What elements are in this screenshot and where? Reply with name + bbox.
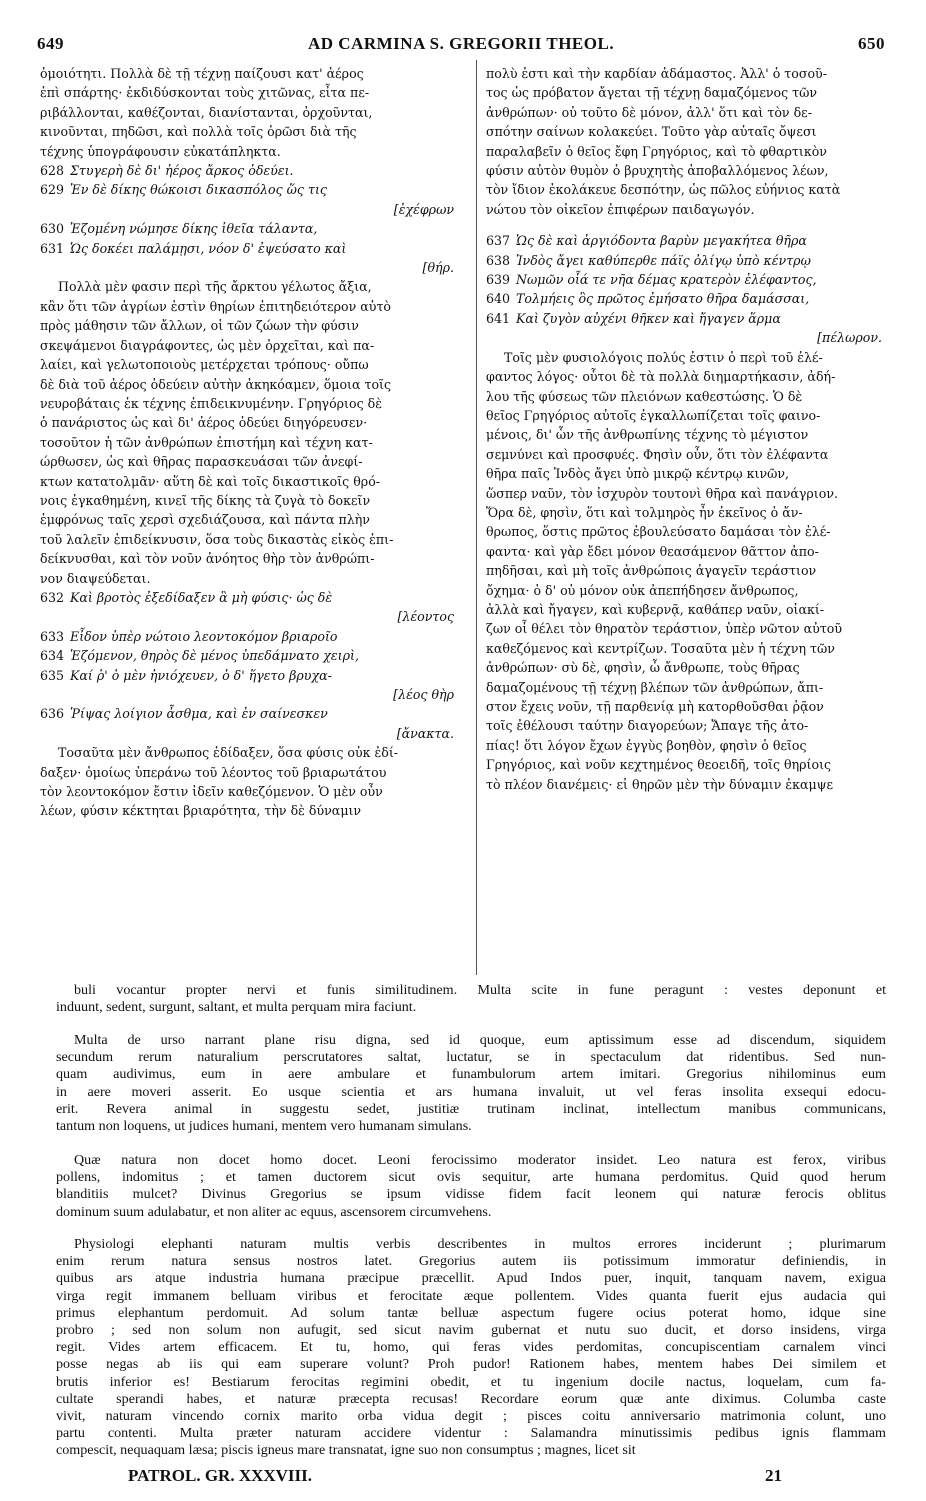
latin-line: blanditiis mulcet? Divinus Gregorius se ipsum vidisse fidem facit leonem qui naturæ ferocis oblitus <box>56 1186 886 1203</box>
latin-paragraph-ursus <box>56 1032 886 1135</box>
text-line: τὸν λεοντοκόμον ἔστιν ἰδεῖν καθεζόμενον. Ὁ μὲν οὖν <box>40 784 383 800</box>
text-line: ἀνθρώπων· σὺ δὲ, φησὶν, ὦ ἄνθρωπε, τοὺς θῆρας <box>486 660 800 676</box>
verse-line <box>40 666 468 685</box>
text-line: δαμαζομένους τῇ τέχνῃ βλέπων τῶν ἀνθρώπων, ἄπι- <box>486 679 824 695</box>
text-line: δαξεν· ὁμοίως ὑπεράνω τοῦ λέοντος τοῦ βριαρωτάτου <box>40 764 387 780</box>
verse-number: 634 <box>40 648 65 664</box>
latin-line: Physiologi elephanti naturam multis verbis describentes in multos errores inciderunt ; plurimarum <box>74 1236 886 1252</box>
sheet-number: 21 <box>765 1466 782 1485</box>
verse-number: 637 <box>486 233 511 249</box>
text-line: νώτου τὸν οἰκεῖον ἐπιφέρων παιδαγωγόν. <box>486 201 755 217</box>
latin-paragraph-funambuli <box>56 982 886 1016</box>
text-line: πολὺ ἐστι καὶ τὴν καρδίαν ἀδάμαστος. Ἀλλ' ὁ τοσοῦ- <box>486 66 827 81</box>
text-line: πίας! ὅτι λόγον ἔχων ἐγγὺς βοηθὸν, φησὶν ὁ θεῖος <box>486 737 807 753</box>
verse-text: Ἐν δὲ δίκης θώκοισι δικασπόλος ὥς τις <box>70 182 327 198</box>
text-line: Ὅρα δὲ, φησὶν, ὅτι καὶ τολμηρὸς ἦν ἐκεῖνος ὁ ἄν- <box>486 504 803 520</box>
greek-column-right <box>486 64 896 794</box>
verse-line <box>486 309 896 328</box>
text-line: Γρηγόριος, καὶ νοῦν κεχτημένος θεοειδῆ, τοῖς θηρίοις <box>486 757 832 773</box>
text-line: νευροβάταις ἐκ τέχνης ἐπιδεικνυμένην. Γρηγόριος δὲ <box>40 395 382 411</box>
verse-number: 628 <box>40 163 65 179</box>
verse-number: 638 <box>486 252 511 268</box>
verse-number: 641 <box>486 310 511 326</box>
text-line: ἀλλὰ καὶ ἤγαγεν, καὶ κυβερνᾷ, καθάπερ ναῦν, οἰακί- <box>486 601 825 617</box>
verse-line <box>40 180 468 199</box>
verse-line <box>40 588 468 607</box>
latin-line: posse negas ab iis qui eam superare volunt? Proh pudor! Rationem habes, mentem habes Dei similem et <box>56 1356 886 1373</box>
text-line: κτων κατατολμᾶν· αὕτη δὲ καὶ τοῖς δικαστικοῖς θρό- <box>40 473 381 489</box>
verse-number: 633 <box>40 628 65 644</box>
text-line: τοῦ λαλεῖν ἐπιδείκνυσιν, ὅσα τοὺς δικαστὰς εἰκὸς ἐπι- <box>40 531 394 547</box>
verse-line <box>486 251 896 270</box>
text-line: θρωπος, ὅστις πρῶτος ἐβουλεύσατο δαμάσαι τὸν ἐλέ- <box>486 524 831 540</box>
verse-number: 639 <box>486 272 511 288</box>
verse-number: 629 <box>40 182 65 198</box>
text-line: ζων οἷ θέλει τὸν θηρατὸν τεράστιον, ὑπὲρ νῶτον αὐτοῦ <box>486 621 843 637</box>
verse-text: Ὡς δοκέει παλάμῃσι, νόον δ' ἐψεύσατο καὶ <box>70 240 347 256</box>
latin-line: quam audivimus, eum in aere ambulare et funambulorum artem imitari. Gregorius nihilominus eum <box>56 1066 886 1083</box>
verse-text: Εἶδον ὑπὲρ νώτοιο λεοντοκόμον βριαροῖο <box>70 628 338 644</box>
latin-line: partu contenti. Multa præter naturam accidere videntur : Salamandra minutissimis pedibus ignis flammam <box>56 1425 886 1442</box>
text-line: στον ἔχεις νοῦν, τῇ παρθενίᾳ μὴ κατορθοῦσθαι ῥᾷον <box>486 699 824 714</box>
text-line: πρὸς μάθησιν τῶν ἄλλων, οἱ τῶν ζώων τὴν φύσιν <box>40 318 359 334</box>
verse-line <box>40 161 468 180</box>
latin-line: dominum suum adulabatur, et non aliter ac equus, ascensorem circumvehens. <box>56 1203 492 1220</box>
verse-continuation: [λέος θὴρ <box>393 687 454 702</box>
latin-line: erit. Revera animal in suggestu sedet, justitiæ trutinam inclinat, intellectum manibus communicans, <box>56 1100 886 1117</box>
latin-line: Quæ natura non docet homo docet. Leoni ferocissimo moderator insidet. Leo natura est ferox, viribus <box>74 1152 886 1168</box>
text-line: τοῖς ἐθέλουσι ταύτην διαγορεύων; Ἄπαγε τῆς ἀτο- <box>486 718 809 734</box>
verse-line <box>40 646 468 665</box>
latin-line: buli vocantur propter nervi et funis similitudinem. Multa scite in fune peragunt : vestes deponunt et <box>74 982 886 998</box>
greek-column-left <box>40 64 468 821</box>
verse-number: 630 <box>40 221 65 237</box>
latin-line: secundum rerum naturalium perscrutatores saltat, luctatur, se in spectaculum dat ridentibus. Sed nun- <box>56 1049 886 1066</box>
text-line: ριβάλλονται, καθέζονται, διανίστανται, ὀρχοῦνται, <box>40 104 373 120</box>
latin-line: enim rerum natura sensus nostros latet. Gregorius autem iis potissimum immoratur definiendis, in <box>56 1253 886 1270</box>
text-line: σπότην σαίνων κολακεύει. Τοῦτο γὰρ αὐταῖς ὄψεσι <box>486 124 817 140</box>
text-line: τὸ πλέον διανέμεις· εἰ θηρῶν μὲν τὴν δύναμιν ἐκαμψε <box>486 776 834 792</box>
text-line: ἀνθρώπων· οὐ τοῦτο δὲ μόνον, ἀλλ' ὅτι καὶ τὸν δε- <box>486 104 812 120</box>
series-signature: PATROL. GR. XXXVIII. <box>128 1466 313 1485</box>
text-line: τὸν ἴδιον ἐκολάκευε δεσπότην, ὡς πῶλος εὐήνιος κατὰ <box>486 182 841 198</box>
verse-line <box>486 289 896 308</box>
text-line: ἐμφρόνως ταῖς χερσὶ σχεδιάζουσα, καὶ πάντα πλὴν <box>40 512 370 528</box>
latin-line: virga regit immanem belluam viribus et ferocitate æque pollentem. Vides quanta fuerit ejus audacia qui <box>56 1287 886 1304</box>
running-title: AD CARMINA S. GREGORII THEOL. <box>308 34 615 53</box>
verse-text: Νωμῶν οἷά τε νῆα δέμας κρατερὸν ἐλέφαντος, <box>516 272 817 288</box>
latin-line: in aere moveri asserit. Eo usque scientia et ars humana invaluit, ut vel feras insolita exsequi edocu- <box>56 1083 886 1100</box>
text-line: καθεζόμενος καὶ κεντρίζων. Τοσαῦτα μὲν ἡ τέχνη τῶν <box>486 640 835 656</box>
text-line: μένοις, δι' ὧν τῆς ἀνθρωπίνης τέχνης τὸ μέγιστον <box>486 427 809 443</box>
latin-line: quibus ars atque industria humana præcipue præcellit. Apud Indos puer, inquit, tanquam navem, exigua <box>56 1270 886 1287</box>
verse-text: Ὡς δὲ καὶ ἀργιόδοντα βαρὺν μεγακήτεα θῆρα <box>516 233 807 249</box>
text-line: ώρθωσεν, ὡς καὶ θῆρας παρασκευάσαι τῶν ἀνεφί- <box>40 454 363 470</box>
text-line: τέχνης ὑπογράφουσιν εὐκατάπληκτα. <box>40 143 281 159</box>
verse-number: 631 <box>40 240 65 256</box>
text-line: Πολλὰ μὲν φασιν περὶ τῆς ἄρκτου γέλωτος ἄξια, <box>58 279 372 295</box>
text-line: παραλαβεῖν ὁ θεῖος ἔφη Γρηγόριος, καὶ τὸ φθαρτικὸν <box>486 143 827 159</box>
latin-line: regit. Vides artem efficacem. Et tu, homo, qui feras vides perdomitas, concupiscentiam carnalem vinci <box>56 1339 886 1356</box>
verse-line <box>40 627 468 646</box>
latin-paragraph-leo <box>56 1152 886 1221</box>
verse-text: Καί ῥ' ὁ μὲν ἠνιόχευεν, ὁ δ' ἥγετο βρυχα- <box>70 667 332 683</box>
text-line: ὄχημα· ὁ δ' οὐ μόνον οὐκ ἀπεπήδησεν ἄνθρωπος, <box>486 582 799 598</box>
latin-line: cultate sperandi habes, et naturæ præcepta recusas! Recordare eorum quæ ante diximus. Columba caste <box>56 1390 886 1407</box>
latin-line: brutis inferior es! Bestiarum ferocitas regimini obedit, et tu ingenium docile nactus, loquelam, cum fa- <box>56 1373 886 1390</box>
verse-number: 635 <box>40 667 65 683</box>
page-number-left: 649 <box>37 34 64 53</box>
verse-text: Καὶ ζυγὸν αὐχένι θῆκεν καὶ ἤγαγεν ἅρμα <box>516 310 781 326</box>
verse-number: 640 <box>486 291 511 307</box>
verse-text: Ῥίψας λοίγιον ἆσθμα, καὶ ἐν σαίνεσκεν <box>70 706 328 722</box>
latin-line: primus elephantum perdomuit. Ad solum tantæ belluæ aspectum fugere ocius poterat homo, idque sine <box>56 1304 886 1321</box>
latin-line: induunt, sedent, surgunt, saltant, et multa perquam mira faciunt. <box>56 999 417 1016</box>
latin-line: vivit, naturam vincendo cornix marito orba vidua degit ; pisces coitu anniversario matrimonia colunt, uno <box>56 1408 886 1425</box>
verse-continuation: [πέλωρον. <box>817 330 882 346</box>
verse-text: Ἑζόμενον, θηρὸς δὲ μένος ὑπεδάμνατο χειρὶ, <box>70 648 359 664</box>
text-line: φύσιν αὐτὸν θυμὸν ὁ βρυχητὴς ἀποβαλλόμενος λέων, <box>486 163 829 179</box>
text-line: κἂν ὅτι τῶν ἀγρίων ἐστὶν θηρίων ἐπιτηδειότερον αὐτὸ <box>40 298 391 314</box>
column-divider <box>476 60 477 975</box>
verse-text: Ἑζομένη νώμησε δίκης ἰθεῖα τάλαντα, <box>70 221 318 237</box>
text-line: φαντος λόγος· οὗτοι δὲ τὰ πολλὰ διημαρτήκασιν, ἀδή- <box>486 369 836 385</box>
text-line: λέων, φύσιν κέκτηται βριαρότητα, τὴν δὲ δύναμιν <box>40 803 362 819</box>
text-line: κινοῦνται, πηδῶσι, καὶ πολλὰ τοῖς ὁρῶσι διὰ τῆς <box>40 124 357 140</box>
latin-line: probro ; sed non solum non aufugit, sed sicut navim gubernat et nutu suo ducit, et dorso insidens, virga <box>56 1322 886 1339</box>
text-line: δείκνυσθαι, καὶ τὸν νοῦν ἀνόητος θὴρ τὸν ἀνθρώπι- <box>40 551 375 567</box>
verse-line <box>40 704 468 723</box>
text-line: νοις ἐγκαθημένη, κινεῖ τῆς δίκης τὰ ζυγὰ τὸ δοκεῖν <box>40 492 371 508</box>
verse-number: 636 <box>40 706 65 722</box>
text-line: ὁ πανάριστος ὡς καὶ δι' ἀέρος ὁδεύει διηγόρευσεν· <box>40 415 368 431</box>
text-line: λαίει, καὶ γελωτοποιοὺς μετέρχεται τρόπους· οὔπω <box>40 357 369 373</box>
text-line: τοσοῦτον ἡ τῶν ἀνθρώπων ἐπιστήμη καὶ τέχνη κατ- <box>40 434 373 450</box>
verse-text: Τολμήεις ὃς πρῶτος ἐμήσατο θῆρα δαμάσσαι, <box>516 291 810 307</box>
text-line: Τοσαῦτα μὲν ἄνθρωπος ἐδίδαξεν, ὅσα φύσις οὐκ ἐδί- <box>58 745 399 761</box>
verse-line <box>40 239 468 258</box>
text-line: νον διαψεύδεται. <box>40 570 151 586</box>
text-line: τος ὡς πρόβατον ἄγεται τῇ τέχνῃ δαμαζόμενος τῶν <box>486 85 818 101</box>
latin-paragraph-elephantus <box>56 1236 886 1460</box>
verse-continuation: [ἐχέφρων <box>393 201 454 217</box>
verse-line <box>486 231 896 250</box>
text-line: φαντα· καὶ γὰρ ἔδει μόνον θεασάμενον θᾶττον ἀπο- <box>486 543 819 559</box>
latin-line: Multa de urso narrant plane risu digna, sed id quoque, eum aptissimum esse ad discendum, siquidem <box>74 1032 886 1048</box>
text-line: Τοῖς μὲν φυσιολόγοις πολύς ἐστιν ὁ περὶ τοῦ ἐλέ- <box>504 349 823 365</box>
verse-text: Στυγερὴ δὲ δι' ἠέρος ἄρκος ὁδεύει. <box>70 163 294 179</box>
text-line: ὁμοιότητι. Πολλὰ δὲ τῇ τέχνῃ παίζουσι κατ' ἀέρος <box>40 66 364 81</box>
verse-text: Καὶ βροτὸς ἐξεδίδαξεν ἃ μὴ φύσις· ὡς δὲ <box>70 589 333 605</box>
text-line: ἐπὶ σπάρτης· ἐκδιδύσκονται τοὺς χιτῶνας, εἶτα πε- <box>40 85 370 101</box>
text-line: δὲ διὰ τοῦ ἀέρος ὁδεύειν αὐτὴν ἀκηκόαμεν, ὅμοια τοῖς <box>40 376 392 392</box>
text-line: λου τῆς φύσεως τῶν πλειόνων καθεστώσης. Ὁ δὲ <box>486 388 803 404</box>
latin-line: tantum non loquens, ut judices humani, mentem vero humanam simulans. <box>56 1118 472 1135</box>
verse-line <box>40 219 468 238</box>
verse-continuation: [θήρ. <box>422 260 454 276</box>
spacer <box>486 219 896 231</box>
text-line: θῆρα παῖς Ἰνδὸς ἄγει ὑπὸ μικρῷ κέντρῳ κινῶν, <box>486 466 790 482</box>
verse-continuation: [ἄνακτα. <box>396 725 454 741</box>
verse-number: 632 <box>40 589 65 605</box>
text-line: σκεψάμενοι διαγράφοντες, ὡς μὲν ὀρχεῖται, καὶ πα- <box>40 337 375 353</box>
latin-line: compescit, nequaquam læsa; piscis igneus mare transnatat, igne suo non consumptus ; magnes, licet sit <box>56 1442 636 1459</box>
verse-line <box>486 270 896 289</box>
latin-line: pollens, indomitus ; et tamen ductorem sicut ovis sequitur, arte humana perdomitus. Quid quod herum <box>56 1169 886 1186</box>
page-number-right: 650 <box>858 34 885 53</box>
text-line: ὥσπερ ναῦν, τὸν ἰσχυρὸν τουτονὶ θῆρα καὶ πανάγριον. <box>486 485 838 501</box>
text-line: πηδῆσαι, καὶ μὴ τοῖς ἀνθρώποις ἀγαγεῖν τεράστιον <box>486 563 817 579</box>
text-line: σεμνύνει καὶ προσφυές. Φησὶν οὖν, ὅτι τὸν ἐλέφαντα <box>486 446 829 462</box>
verse-text: Ἰνδὸς ἄγει καθύπερθε πάϊς ὀλίγῳ ὑπὸ κέντρῳ <box>516 252 811 268</box>
text-line: θεῖος Γρηγόριος αὐτοῖς ἐγκαλλωπίζεται τοῖς φαινο- <box>486 407 821 423</box>
verse-continuation: [λέοντος <box>397 609 454 625</box>
